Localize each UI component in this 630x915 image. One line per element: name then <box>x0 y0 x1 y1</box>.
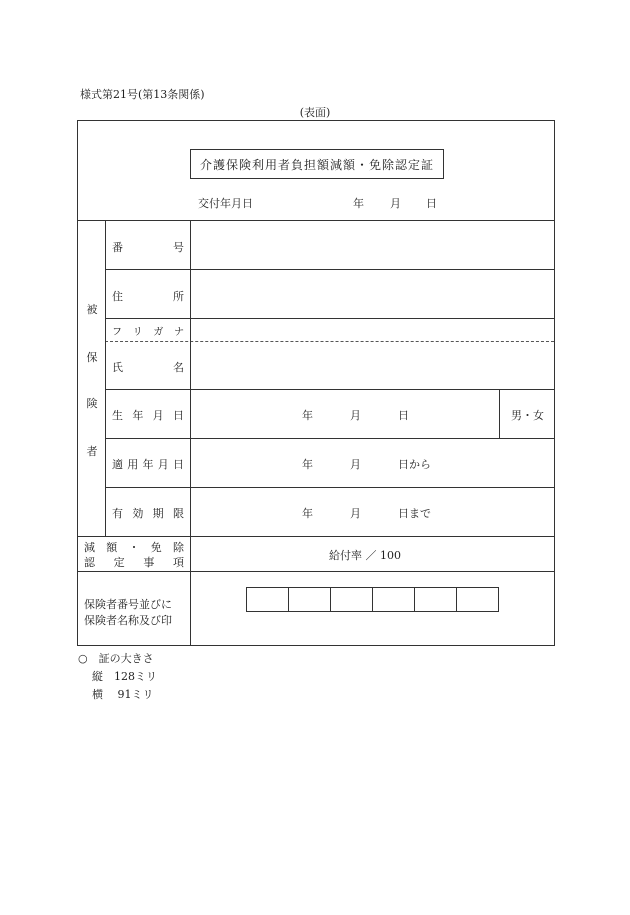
row-label-address: 住 所 <box>112 290 184 303</box>
valid-month: 月 <box>350 507 361 520</box>
side-label: (表面) <box>299 106 331 119</box>
insurer-number-box-5 <box>414 587 457 612</box>
gender-field: 男・女 <box>511 409 544 422</box>
valid-year: 年 <box>302 507 313 520</box>
valid-day-until: 日まで <box>398 507 431 520</box>
card-title: 介護保険利用者負担額減額・免除認定証 <box>190 149 444 179</box>
insurer-label-line1: 保険者番号並びに <box>84 598 172 611</box>
issue-date-year: 年 <box>353 197 364 210</box>
issue-date-label: 交付年月日 <box>198 197 253 210</box>
issue-date-month: 月 <box>390 197 401 210</box>
note-width: 横 91ミリ <box>92 688 154 701</box>
insured-label-2: 保 <box>86 351 98 364</box>
form-number: 様式第21号(第13条関係) <box>80 88 205 101</box>
insurer-number-box-1 <box>246 587 289 612</box>
note-heading: ○ 証の大きさ <box>78 652 154 665</box>
insured-label-3: 険 <box>86 397 98 410</box>
birth-month: 月 <box>350 409 361 422</box>
apply-year: 年 <box>302 458 313 471</box>
apply-month: 月 <box>350 458 361 471</box>
certificate-card <box>77 120 555 646</box>
reduction-label-line1: 減 額 ・ 免 除 <box>84 541 184 554</box>
insurer-label-line2: 保険者名称及び印 <box>84 614 172 627</box>
benefit-rate: 給付率 ／ 100 <box>329 549 401 562</box>
insurer-number-box-3 <box>330 587 373 612</box>
birth-year: 年 <box>302 409 313 422</box>
apply-day-from: 日から <box>398 458 431 471</box>
insurer-number-box-6 <box>456 587 499 612</box>
insured-label-1: 被 <box>86 303 98 316</box>
row-label-valid-until: 有 効 期 限 <box>112 507 184 520</box>
issue-date-day: 日 <box>426 197 437 210</box>
row-label-number: 番 号 <box>112 241 184 254</box>
row-label-apply-date: 適 用 年 月 日 <box>112 458 184 471</box>
note-height: 縦 128ミリ <box>92 670 157 683</box>
insured-label-4: 者 <box>86 445 98 458</box>
insurer-number-box-4 <box>372 587 415 612</box>
reduction-label-line2: 認 定 事 項 <box>84 556 184 569</box>
row-label-name: 氏 名 <box>112 361 184 374</box>
birth-day: 日 <box>398 409 409 422</box>
row-label-furigana: フ リ ガ ナ <box>112 327 184 338</box>
row-label-birthdate: 生 年 月 日 <box>112 409 184 422</box>
insurer-number-box-2 <box>288 587 331 612</box>
